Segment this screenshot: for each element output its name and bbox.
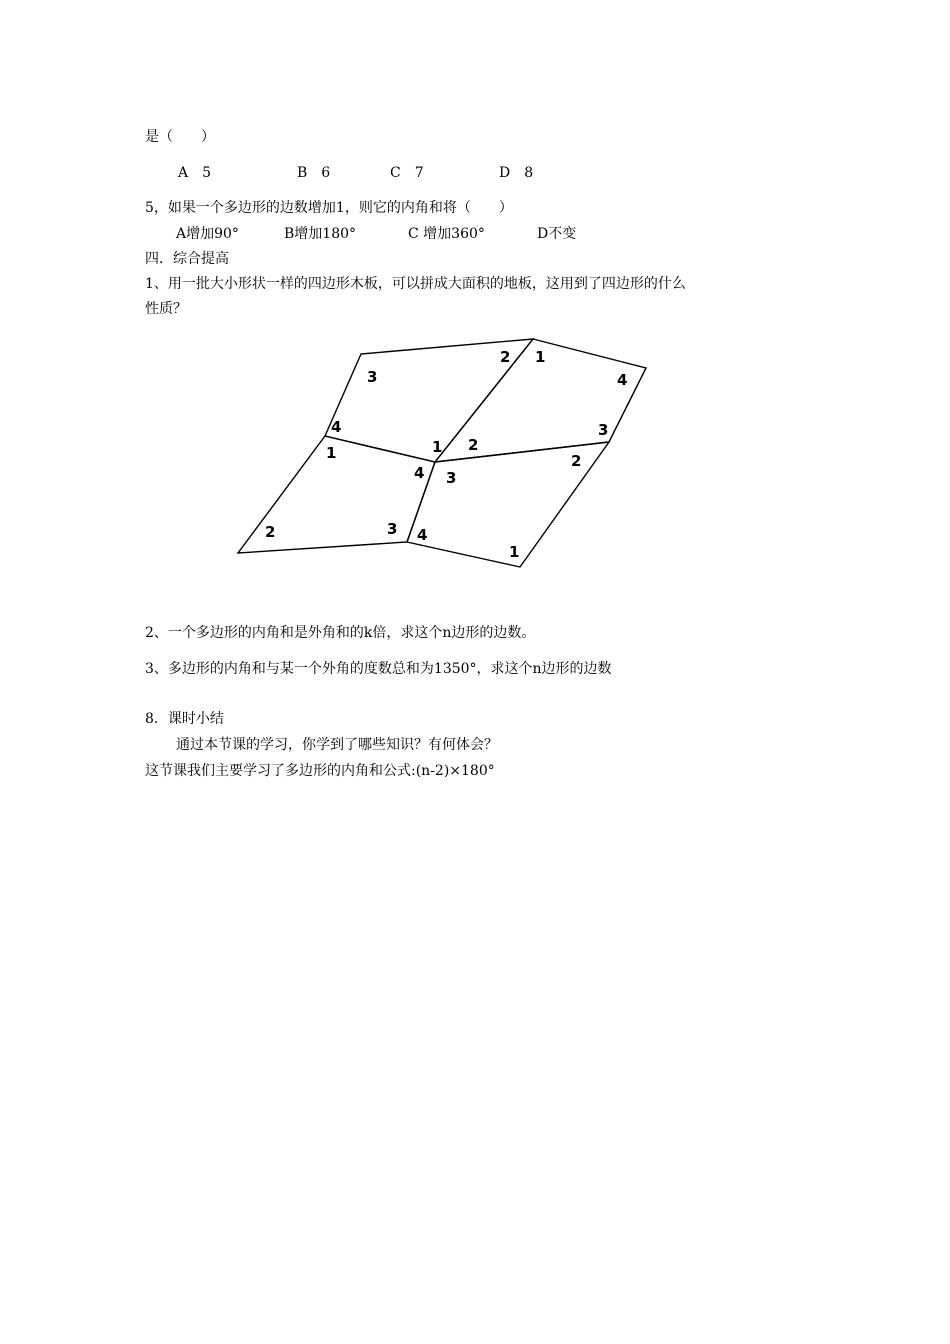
- angle-label: 3: [598, 421, 609, 439]
- q4-option-d: D 8: [499, 165, 534, 181]
- angle-label: 4: [617, 371, 628, 389]
- q4-option-b: B 6: [297, 165, 331, 181]
- angle-label: 1: [535, 348, 546, 366]
- summary-heading: 8．课时小结: [145, 711, 224, 727]
- section4-item2: 2、一个多边形的内角和是外角和的k倍，求这个n边形的边数。: [145, 625, 536, 641]
- q4-option-a: A 5: [178, 165, 212, 181]
- summary-line2: 这节课我们主要学习了多边形的内角和公式:(n-2)×180°: [145, 763, 495, 779]
- angle-label: 4: [331, 418, 342, 436]
- angle-labels: [265, 348, 627, 561]
- section4-item1-line1: 1、用一批大小形状一样的四边形木板，可以拼成大面积的地板，这用到了四边形的什么: [145, 276, 686, 292]
- angle-label: 3: [387, 520, 398, 538]
- q5-option-b: B增加180°: [284, 226, 357, 242]
- angle-label: 1: [326, 444, 337, 462]
- angle-label: 4: [417, 526, 428, 544]
- angle-label: 1: [509, 543, 520, 561]
- q5-option-c: C 增加360°: [408, 226, 485, 242]
- angle-label: 2: [468, 436, 479, 454]
- angle-label: 4: [414, 464, 425, 482]
- angle-label: 3: [367, 368, 378, 386]
- angle-label: 2: [571, 452, 582, 470]
- angle-label: 2: [265, 523, 276, 541]
- angle-label: 3: [446, 469, 457, 487]
- q4-option-c: C 7: [390, 165, 424, 181]
- summary-line1: 通过本节课的学习，你学到了哪些知识？有何体会？: [176, 737, 498, 753]
- section4-heading: 四．综合提高: [145, 251, 229, 267]
- q5-question: 5，如果一个多边形的边数增加1，则它的内角和将（ ）: [145, 200, 513, 216]
- q4-tail: 是（ ）: [145, 129, 215, 145]
- q5-option-a: A增加90°: [176, 226, 239, 242]
- quadrilateral-tiling-figure: [228, 322, 658, 572]
- section4-item1-line2: 性质？: [145, 301, 187, 317]
- section4-item3: 3、多边形的内角和与某一个外角的度数总和为1350°，求这个n边形的边数: [145, 661, 612, 677]
- q5-option-d: D不变: [537, 226, 577, 242]
- angle-label: 1: [432, 438, 443, 456]
- angle-label: 2: [500, 348, 511, 366]
